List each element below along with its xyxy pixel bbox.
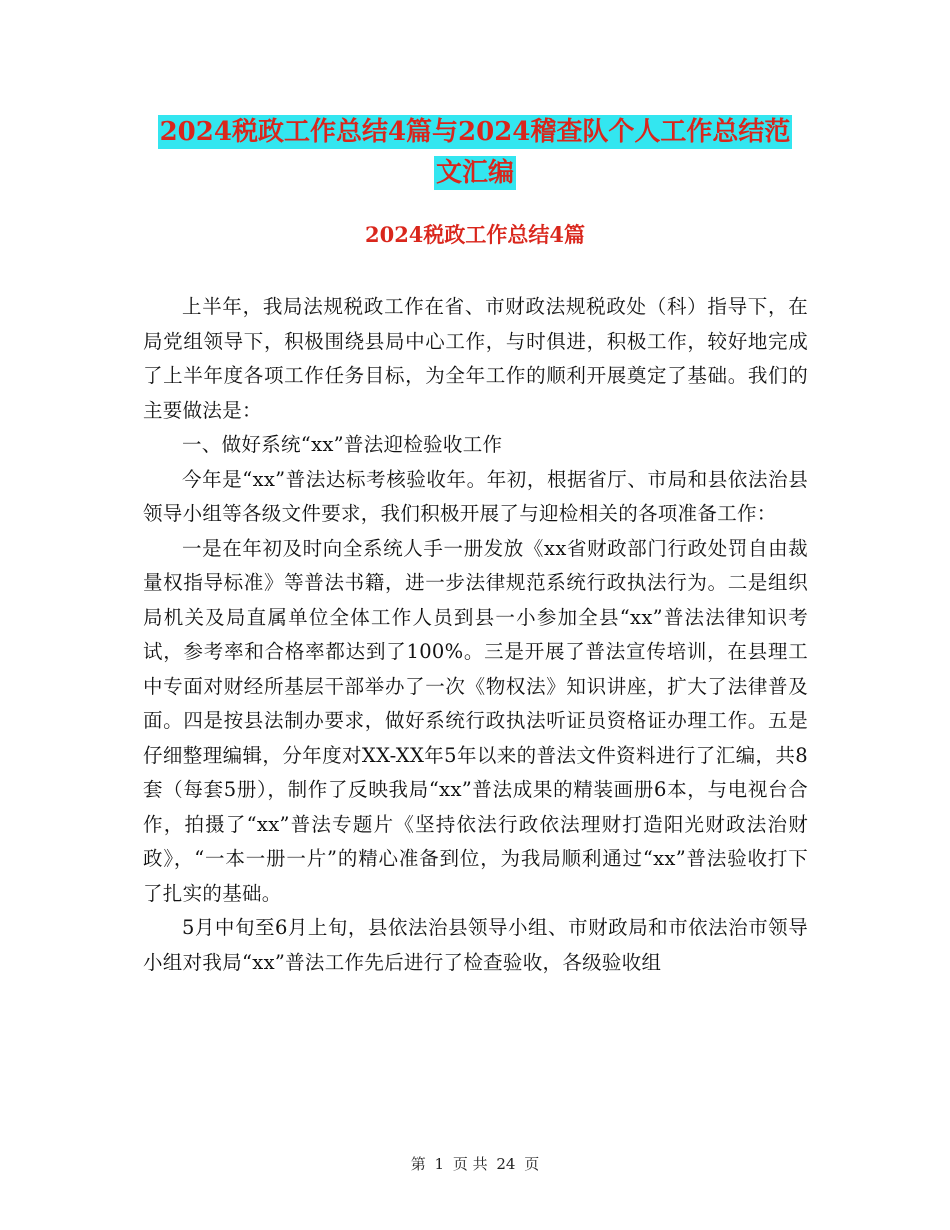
- paragraph: 5月中旬至6月上旬，县依法治县领导小组、市财政局和市依法治市领导小组对我局“xx”普法工作先后进行了检查验收，各级验收组: [143, 916, 808, 974]
- footer-total-pages: 24: [496, 1155, 516, 1173]
- paragraph: 今年是“xx”普法达标考核验收年。年初，根据省厅、市局和县依法治县领导小组等各级文件要求，我们积极开展了与迎检相关的各项准备工作：: [143, 467, 808, 525]
- page-footer: [0, 1152, 950, 1176]
- footer-prefix: 第: [410, 1155, 426, 1173]
- section-title: 2024税政工作总结4篇: [364, 222, 586, 247]
- footer-middle: 页 共: [452, 1155, 488, 1173]
- document-title: [140, 112, 810, 194]
- document-body: [143, 290, 808, 980]
- footer-page-number: 1: [434, 1155, 445, 1173]
- document-title-line-1: 2024税政工作总结4篇与2024稽查队个人工作总结范: [159, 117, 791, 147]
- footer-suffix: 页: [524, 1155, 540, 1173]
- paragraph: 一是在年初及时向全系统人手一册发放《xx省财政部门行政处罚自由裁量权指导标准》等普法书籍，进一步法律规范系统行政执法行为。二是组织局机关及局直属单位全体工作人员到县一小参加全县“xx”普法法律知识考试，参考率和合格率都达到了100%。三是开展了普法宣传培训，在县理工中专面对财经所基层干部举办了一次《物权法》知识讲座，扩大了法律普及面。四是按县法制办要求，做好系统行政执法听证员资格证办理工作。五是仔细整理编辑，分年度对XX-XX年5年以来的普法文件资料进行了汇编，共8套（每套5册），制作了反映我局“xx”普法成果的精装画册6本，与电视台合作，拍摄了“xx”普法专题片《坚持依法行政依法理财打造阳光财政法治财政》，“一本一册一片”的精心准备到位，为我局顺利通过“xx”普法验收打下了扎实的基础。: [143, 536, 808, 905]
- document-title-line-2: 文汇编: [435, 158, 514, 188]
- paragraph-heading: 一、做好系统“xx”普法迎检验收工作: [182, 433, 503, 456]
- paragraph: 上半年，我局法规税政工作在省、市财政法规税政处（科）指导下，在局党组领导下，积极围绕县局中心工作，与时俱进，积极工作，较好地完成了上半年度各项工作任务目标，为全年工作的顺利开展奠定了基础。我们的主要做法是：: [143, 295, 808, 422]
